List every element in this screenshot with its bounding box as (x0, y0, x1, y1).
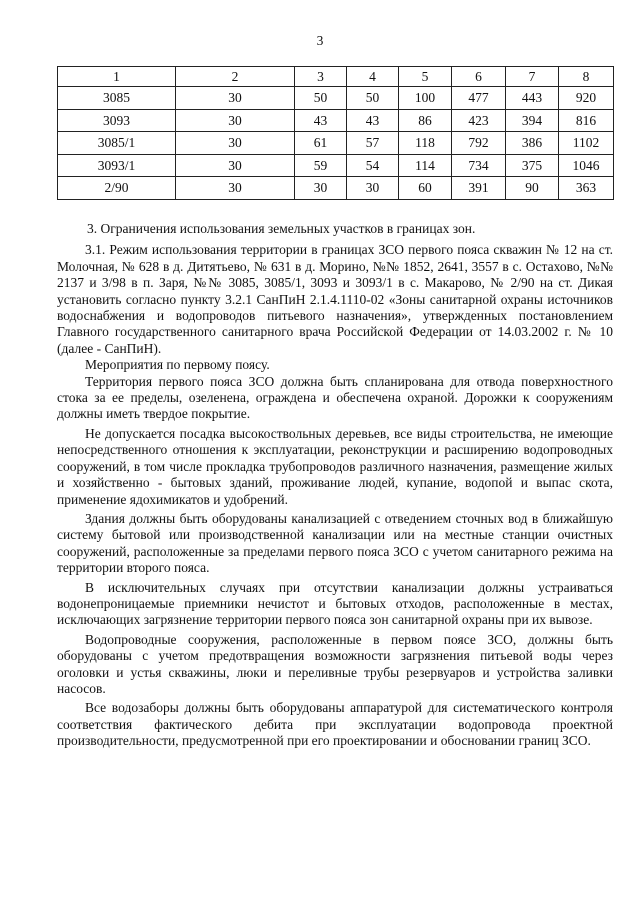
table-cell: 50 (295, 87, 347, 110)
paragraph: Не допускается посадка высокоствольных деревьев, все виды строительства, не имеющие непосредственного отношения к эксплуатации, реконструкции и расширению водопроводных сооружений, в том числе прокладка трубопроводов различного назначения, размещение жилых и хозяйственно - бытовых зданий, проживание людей, купание, водопой и выпас скота, применение ядохимикатов и удобрений. (57, 425, 613, 507)
table-cell: 54 (347, 154, 399, 177)
document-body (57, 221, 613, 750)
table-row (58, 132, 614, 155)
table-cell: 61 (295, 132, 347, 155)
paragraph: Здания должны быть оборудованы канализацией с отведением сточных вод в ближайшую систему бытовой или производственной канализации или на местные станции очистных сооружений, расположенные за пределами первого пояса ЗСО с учетом санитарного режима на территории второго пояса. (57, 510, 613, 576)
table-cell: 50 (347, 87, 399, 110)
table-cell: 394 (506, 109, 559, 132)
table-cell: 423 (452, 109, 506, 132)
paragraph: 3.1. Режим использования территории в границах ЗСО первого пояса скважин № 12 на ст. Молочная, № 628 в д. Дитятьево, № 631 в д. Морино, №№ 1852, 2641, 3557 в с. Остахово, №№ 2137 и 3/98 в п. Заря, №№ 3085, 3085/1, 3093 и 3093/1 в с. Макарово, № 2/90 на ст. Дикая установить согласно пункту 3.2.1 СанПиН 2.1.4.1110-02 «Зоны санитарной охраны источников водоснабжения и водопроводов питьевого назначения», утвержденных постановлением Главного государственного санитарного врача Российской Федерации от 14.03.2002 г. № 10 (далее - СанПиН). (57, 242, 613, 356)
table-cell: 30 (176, 87, 295, 110)
column-header: 1 (58, 67, 176, 87)
table-cell: 30 (176, 154, 295, 177)
table-row (58, 154, 614, 177)
table-cell: 30 (176, 109, 295, 132)
table-cell: 3093/1 (58, 154, 176, 177)
table-cell: 792 (452, 132, 506, 155)
wells-table (57, 66, 614, 200)
table-cell: 3093 (58, 109, 176, 132)
paragraph: Мероприятия по первому поясу. (85, 357, 270, 373)
paragraph: В исключительных случаях при отсутствии канализации должны устраиваться водонепроницаемые приемники нечистот и бытовых отходов, расположенные в местах, исключающих загрязнение территории первого пояса зон санитарной охраны при их вывозе. (57, 579, 613, 628)
table-cell: 391 (452, 177, 506, 200)
column-header: 6 (452, 67, 506, 87)
table-row (58, 87, 614, 110)
column-header: 8 (559, 67, 614, 87)
table-cell: 30 (176, 177, 295, 200)
table-cell: 30 (295, 177, 347, 200)
paragraph: Территория первого пояса ЗСО должна быть спланирована для отвода поверхностного стока за ее пределы, озеленена, ограждена и обеспечена охраной. Дорожки к сооружениям должны иметь твердое покрытие. (57, 373, 613, 422)
paragraph: Все водозаборы должны быть оборудованы аппаратурой для систематического контроля соответствия фактического дебита при эксплуатации водопровода проектной производительности, предусмотренной при его проектировании и обосновании границ ЗСО. (57, 700, 613, 749)
table-cell: 59 (295, 154, 347, 177)
table-cell: 363 (559, 177, 614, 200)
table-row (58, 177, 614, 200)
table-cell: 90 (506, 177, 559, 200)
table-cell: 816 (559, 109, 614, 132)
table-cell: 477 (452, 87, 506, 110)
paragraph: Водопроводные сооружения, расположенные в первом поясе ЗСО, должны быть оборудованы с учетом предотвращения возможности загрязнения питьевой воды через оголовки и устья скважины, люки и переливные трубы резервуаров и устройства заливки насосов. (57, 631, 613, 696)
column-header: 5 (399, 67, 452, 87)
table-cell: 375 (506, 154, 559, 177)
table-cell: 118 (399, 132, 452, 155)
table-cell: 30 (347, 177, 399, 200)
column-header: 3 (295, 67, 347, 87)
table-cell: 1102 (559, 132, 614, 155)
column-header: 4 (347, 67, 399, 87)
page-number: 3 (316, 33, 324, 48)
table-cell: 3085 (58, 87, 176, 110)
table-cell: 60 (399, 177, 452, 200)
table-cell: 443 (506, 87, 559, 110)
column-header: 2 (176, 67, 295, 87)
table-cell: 86 (399, 109, 452, 132)
table-cell: 57 (347, 132, 399, 155)
table-cell: 43 (347, 109, 399, 132)
table-cell: 734 (452, 154, 506, 177)
table-header-row (58, 67, 614, 87)
section-heading: 3. Ограничения использования земельных участков в границах зон. (87, 221, 476, 236)
column-header: 7 (506, 67, 559, 87)
table-cell: 43 (295, 109, 347, 132)
table-cell: 2/90 (58, 177, 176, 200)
table-cell: 100 (399, 87, 452, 110)
table-cell: 386 (506, 132, 559, 155)
table-cell: 1046 (559, 154, 614, 177)
table-cell: 3085/1 (58, 132, 176, 155)
table-cell: 114 (399, 154, 452, 177)
table-cell: 920 (559, 87, 614, 110)
table-cell: 30 (176, 132, 295, 155)
table-row (58, 109, 614, 132)
